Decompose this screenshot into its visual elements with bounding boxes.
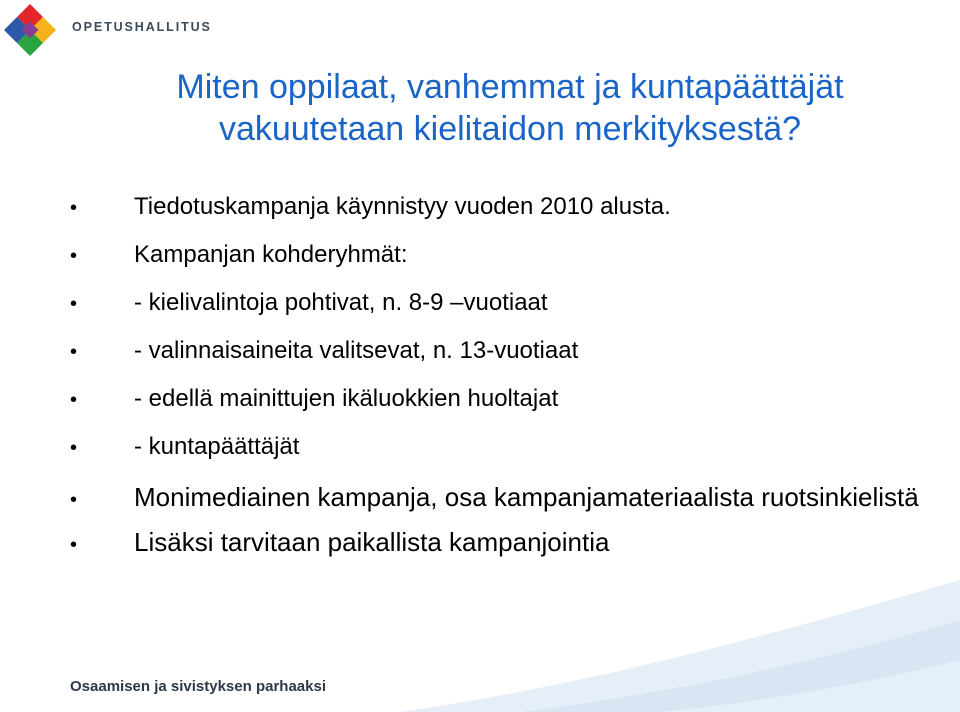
bullet-item <box>60 192 920 221</box>
bullet-dot-icon: • <box>70 389 78 411</box>
bullet-text: Kampanjan kohderyhmät: <box>134 241 408 268</box>
bullet-item <box>60 384 920 413</box>
bullet-dot-icon: • <box>70 341 78 363</box>
bullet-item <box>60 432 920 461</box>
bullet-text: Tiedotuskampanja käynnistyy vuoden 2010 alusta. <box>134 193 671 220</box>
bullet-item <box>60 525 920 560</box>
bullet-dot-icon: • <box>70 534 78 556</box>
title-line-1: Miten oppilaat, vanhemmat ja kuntapäättäjät <box>176 68 844 106</box>
bullet-item <box>60 336 920 365</box>
bullet-text: Lisäksi tarvitaan paikallista kampanjointia <box>134 527 610 557</box>
bullet-item <box>60 288 920 317</box>
opetushallitus-logo-icon <box>0 0 60 60</box>
bullet-text: - kielivalintoja pohtivat, n. 8-9 –vuotiaat <box>134 289 548 316</box>
title-line-2: vakuutetaan kielitaidon merkityksestä? <box>218 110 802 148</box>
footer-slogan: Osaamisen ja sivistyksen parhaaksi <box>70 678 326 695</box>
bullet-list <box>60 192 920 570</box>
bullet-text: - valinnaisaineita valitsevat, n. 13-vuotiaat <box>134 337 579 364</box>
bullet-dot-icon: • <box>70 437 78 459</box>
bullet-item <box>60 240 920 269</box>
bullet-dot-icon: • <box>70 245 78 267</box>
bullet-dot-icon: • <box>70 197 78 219</box>
bullet-text: - kuntapäättäjät <box>134 433 300 460</box>
bullet-text: Monimediainen kampanja, osa kampanjamateriaalista ruotsinkielistä <box>134 482 919 512</box>
slide-title <box>80 66 940 150</box>
bullet-dot-icon: • <box>70 489 78 511</box>
brand-name: OPETUSHALLITUS <box>72 20 212 34</box>
bullet-text: - edellä mainittujen ikäluokkien huoltajat <box>134 385 559 412</box>
bullet-dot-icon: • <box>70 293 78 315</box>
bullet-item <box>60 480 920 515</box>
